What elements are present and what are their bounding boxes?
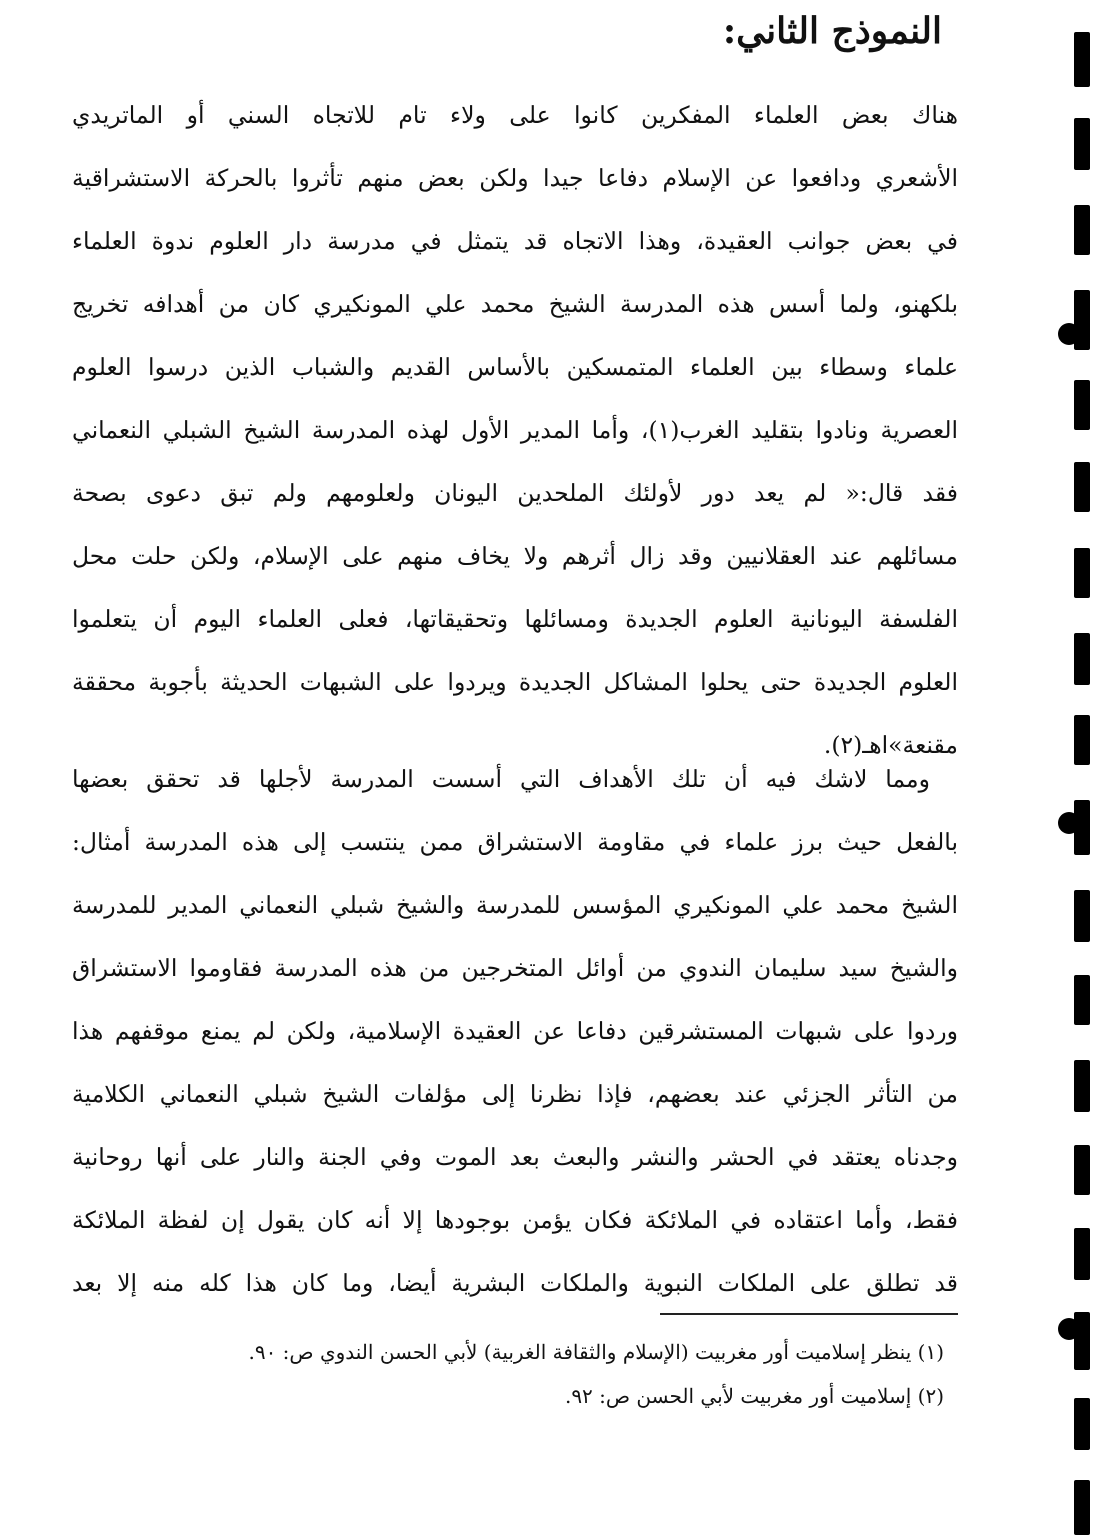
binder-hole-dot xyxy=(1058,1318,1080,1340)
text-line: وجدناه يعتقد في الحشر والنشر والبعث بعد الموت وفي الجنة والنار على أنها روحانية xyxy=(72,1143,958,1171)
binder-bar xyxy=(1074,1060,1090,1112)
footnote-2: (٢) إسلاميت أور مغربيت لأبي الحسن ص: ٩٢. xyxy=(564,1384,944,1408)
binder-bar xyxy=(1074,1228,1090,1280)
binder-bar xyxy=(1074,205,1090,255)
text-line: هناك بعض العلماء المفكرين كانوا على ولاء تام للاتجاه السني أو الماتريدي xyxy=(72,101,958,129)
binder-bar xyxy=(1074,118,1090,170)
text-line: وردوا على شبهات المستشرقين دفاعا عن العقيدة الإسلامية، ولكن لم يمنع موقفهم هذا xyxy=(72,1017,958,1045)
binder-bar xyxy=(1074,1145,1090,1195)
binder-hole-dot xyxy=(1058,812,1080,834)
footnote-divider xyxy=(660,1313,958,1315)
text-line: العصرية ونادوا بتقليد الغرب(١)، وأما المدير الأول لهذه المدرسة الشيخ الشبلي النعماني xyxy=(72,416,958,444)
text-line: الفلسفة اليونانية العلوم الجديدة ومسائلها وتحقيقاتها، فعلى العلماء اليوم أن يتعلموا xyxy=(72,605,958,633)
text-line: والشيخ سيد سليمان الندوي من أوائل المتخرجين من هذه المدرسة فقاوموا الاستشراق xyxy=(72,954,958,982)
text-line: ومما لاشك فيه أن تلك الأهداف التي أسست المدرسة لأجلها قد تحقق بعضها xyxy=(72,765,930,793)
text-line: مقنعة»اهـ(٢). xyxy=(823,731,958,759)
text-line: فقط، وأما اعتقاده في الملائكة فكان يؤمن بوجودها إلا أنه كان يقول إن لفظة الملائكة xyxy=(72,1206,958,1234)
binder-bar xyxy=(1074,975,1090,1025)
text-line: الأشعري ودافعوا عن الإسلام دفاعا جيدا ولكن بعض منهم تأثروا بالحركة الاستشراقية xyxy=(72,164,958,192)
binder-bar xyxy=(1074,32,1090,87)
paragraph-2 xyxy=(72,748,958,1315)
text-line: العلوم الجديدة حتى يحلوا المشاكل الجديدة ويردوا على الشبهات الحديثة بأجوبة محققة xyxy=(72,668,958,696)
binder-bar xyxy=(1074,633,1090,685)
binder-bar xyxy=(1074,380,1090,430)
text-line: بالفعل حيث برز علماء في مقاومة الاستشراق ممن ينتسب إلى هذه المدرسة أمثال: xyxy=(72,828,958,856)
binder-bar xyxy=(1074,715,1090,765)
text-line: الشيخ محمد علي المونكيري المؤسس للمدرسة والشيخ شبلي النعماني المدير للمدرسة xyxy=(72,891,958,919)
text-line: قد تطلق على الملكات النبوية والملكات البشرية أيضا، وما كان هذا كله منه إلا بعد xyxy=(72,1269,958,1297)
footnote-1: (١) ينظر إسلاميت أور مغربيت (الإسلام والثقافة الغربية) لأبي الحسن الندوي ص: ٩٠. xyxy=(248,1340,944,1364)
binder-bar xyxy=(1074,462,1090,512)
binder-bar xyxy=(1074,1398,1090,1450)
text-line: فقد قال:« لم يعد دور لأولئك الملحدين اليونان ولعلومهم ولم تبق دعوى بصحة xyxy=(72,479,958,507)
binder-bar xyxy=(1074,548,1090,598)
text-line: بلكهنو، ولما أسس هذه المدرسة الشيخ محمد علي المونكيري كان من أهدافه تخريج xyxy=(72,290,958,318)
section-heading: النموذج الثاني: xyxy=(722,10,942,52)
binder-bar xyxy=(1074,890,1090,942)
text-line: مسائلهم عند العقلانيين وقد زال أثرهم ولا يخاف منهم على الإسلام، ولكن حلت محل xyxy=(72,542,958,570)
text-line: علماء وسطاء بين العلماء المتمسكين بالأساس القديم والشباب الذين درسوا العلوم xyxy=(72,353,958,381)
binder-hole-dot xyxy=(1058,323,1080,345)
footnotes xyxy=(248,1330,944,1418)
paragraph-1 xyxy=(72,84,958,777)
text-line: في بعض جوانب العقيدة، وهذا الاتجاه قد يتمثل في مدرسة دار العلوم ندوة العلماء xyxy=(72,227,958,255)
text-line: من التأثر الجزئي عند بعضهم، فإذا نظرنا إلى مؤلفات الشيخ شبلي النعماني الكلامية xyxy=(72,1080,958,1108)
binder-bar xyxy=(1074,1480,1090,1535)
binder-edge xyxy=(1054,0,1094,1535)
